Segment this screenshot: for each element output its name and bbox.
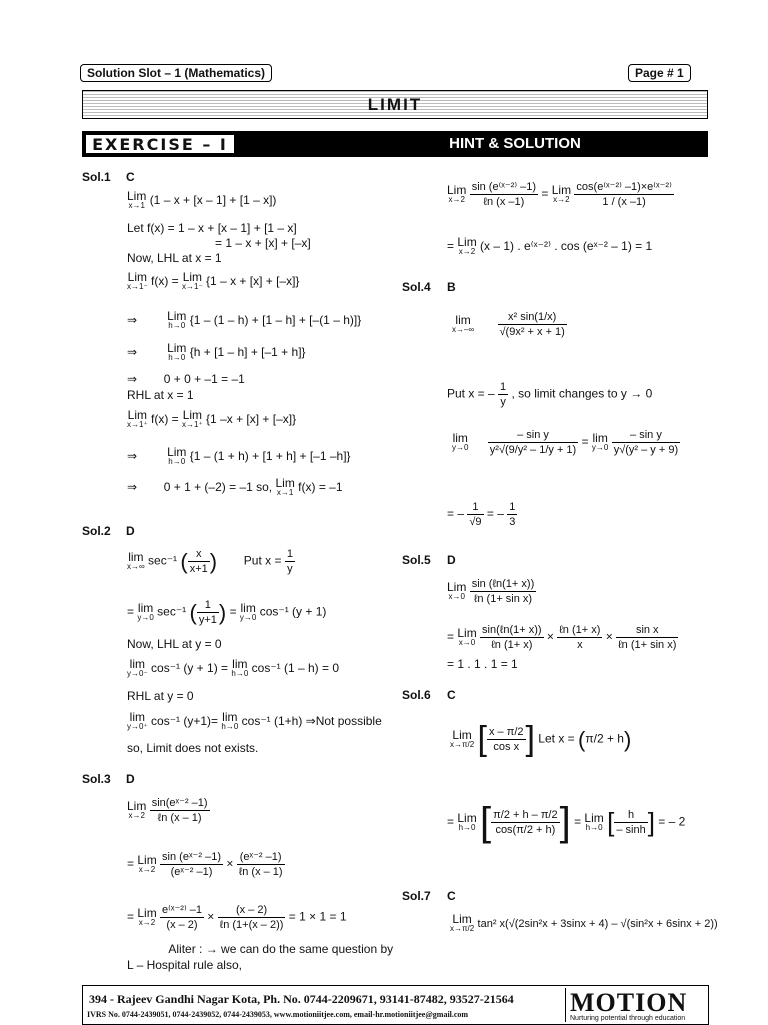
sol1-line2: Let f(x) = 1 – x + [x – 1] + [1 – x] bbox=[127, 221, 297, 235]
logo-word: MOTION bbox=[570, 988, 688, 1017]
sol4-line4: = – $\frac{1}{√9}$ = – $\frac{1}{3}$ bbox=[447, 501, 516, 528]
exercise-label: EXERCISE – I bbox=[84, 133, 236, 155]
sol2-line7: so, Limit does not exists. bbox=[127, 741, 259, 755]
sol2-label: Sol.2 bbox=[82, 524, 111, 538]
sol1-line12: ⇒ 0 + 1 + (–2) = –1 so, Lim x→1 f(x) = –1 bbox=[127, 476, 343, 497]
sol5-label: Sol.5 bbox=[402, 553, 431, 567]
sol3-cont1: Lim x→2 $\frac{\text{sin (e⁽ˣ⁻²⁾ –1)}}{\text{ℓn (x –1)}}$ = Lim x→2 $\frac{\text{cos(e⁽ˣ⁻²⁾ –1)×e⁽ˣ⁻²⁾}}{1 / (x -1)}$ bbox=[447, 181, 672, 208]
sol1-label: Sol.1 bbox=[82, 170, 111, 184]
sol1-line7: ⇒ Lim h→0 {h + [1 – h] + [–1 + h]} bbox=[127, 341, 306, 362]
footer-address: 394 - Rajeev Gandhi Nagar Kota, Ph. No. 0744-2209671, 93141-87482, 93527-21564 bbox=[89, 992, 514, 1006]
sol7-answer: C bbox=[447, 889, 456, 903]
motion-logo bbox=[565, 988, 706, 1022]
slot-label: Solution Slot – 1 (Mathematics) bbox=[80, 64, 272, 82]
sol6-label: Sol.6 bbox=[402, 688, 431, 702]
sol1-line4: Now, LHL at x = 1 bbox=[127, 251, 222, 265]
sol1-line5: Lim x→1⁻ f(x) = Lim x→1⁻ {1 – x + [x] + [–x]} bbox=[127, 270, 300, 291]
sol7-line1: Lim x→π/2 tan² x(√(2sin²x + 3sinx + 4) – √(sin²x + 6sinx + 2)) bbox=[450, 912, 718, 933]
sol5-answer: D bbox=[447, 553, 456, 567]
sol2-answer: D bbox=[126, 524, 135, 538]
sol4-answer: B bbox=[447, 280, 456, 294]
logo-tagline: Nurturing potential through education bbox=[570, 1015, 686, 1022]
sol6-line2: = Lim h→0 [ $\frac{\pi/2 + h - \pi/2}{\cos(\pi/2 + h)}$ ] = Lim h→0 [ $\frac{h}{- \sinh}$ ] = – 2 bbox=[447, 800, 686, 844]
sol2-line4: lim y→0⁻ cos⁻¹ (y + 1) = lim h→0 cos⁻¹ (1 – h) = 0 bbox=[127, 657, 340, 678]
sol5-line3: = 1 . 1 . 1 = 1 bbox=[447, 657, 518, 671]
hint-solution-label: HINT & SOLUTION bbox=[449, 135, 581, 152]
sol5-line2: = Lim x→0 $\frac{\text{sin(ℓn(1+ x))}}{\text{ℓn (1+ x)}}$ × $\frac{\text{ℓn (1+ x)}}{x}$ × $\frac{\text{sin x}}{\text{ℓn (1+ sin x)}}$ bbox=[447, 624, 677, 651]
sol2-line5: RHL at y = 0 bbox=[127, 689, 194, 703]
sol2-line2: = lim y→0 sec⁻¹ ( $\frac{1}{y+1}$ ) = lim y→0 cos⁻¹ (y + 1) bbox=[127, 599, 327, 626]
sol1-line6: ⇒ Lim h→0 {1 – (1 – h) + [1 – h] + [–(1 – h)]} bbox=[127, 309, 362, 330]
sol3-aliter2: L – Hospital rule also, bbox=[127, 958, 242, 972]
sol2-line1: lim x→∞ sec⁻¹ ( $\frac{x}{x+1}$ ) Put x = $\frac{1}{y}$ bbox=[127, 548, 293, 575]
sol3-label: Sol.3 bbox=[82, 772, 111, 786]
sol3-answer: D bbox=[126, 772, 135, 786]
sol4-line3: lim y→0 $\frac{\text{– sin y}}{\text{y²√(9/y² – 1/y + 1)}}$ = lim y→0 $\frac{\text{– sin y}}{\text{y√(y² – y + 9)}}$ bbox=[452, 429, 679, 456]
sol1-line11: ⇒ Lim h→0 {1 – (1 + h) + [1 + h] + [–1 –h]} bbox=[127, 445, 351, 466]
sol4-line1: lim x→–∞ $\frac{\text{x² sin(1/x)}}{\text{√(9x² + x + 1)}}$ bbox=[452, 311, 565, 338]
sol1-line9: RHL at x = 1 bbox=[127, 388, 194, 402]
sol4-label: Sol.4 bbox=[402, 280, 431, 294]
sol3-aliter: Aliter : → we can do the same question by bbox=[127, 942, 393, 957]
sol1-line3: = 1 – x + [x] + [–x] bbox=[215, 236, 311, 250]
sol2-line3: Now, LHL at y = 0 bbox=[127, 637, 222, 651]
sol4-line2: Put x = – $\frac{1}{y}$ , so limit changes to y → 0 bbox=[447, 381, 653, 408]
sol7-label: Sol.7 bbox=[402, 889, 431, 903]
sol3-line2: = Lim x→2 $\frac{\text{sin (eˣ⁻² –1)}}{\text{(eˣ⁻² –1)}}$ × $\frac{\text{(eˣ⁻² –1)}}{\text{ℓn (x – 1)}}$ bbox=[127, 851, 283, 878]
sol5-line1: Lim x→0 $\frac{\text{sin (ℓn(1+ x))}}{\text{ℓn (1+ sin x)}}$ bbox=[447, 578, 535, 605]
sol3-line3: = Lim x→2 $\frac{\text{e⁽ˣ⁻²⁾ –1}}{(x - 2)}$ × $\frac{(x - 2)}{\text{ℓn (1+(x – 2))}}$ = 1 × 1 = 1 bbox=[127, 904, 347, 931]
sol1-line10: Lim x→1⁺ f(x) = Lim x→1⁺ {1 –x + [x] + [–x]} bbox=[127, 408, 297, 429]
sol1-line1: Lim x→1 (1 – x + [x – 1] + [1 – x]) bbox=[127, 189, 277, 210]
footer bbox=[82, 985, 709, 1025]
sol2-line6: lim y→0⁺ cos⁻¹ (y+1)= lim h→0 cos⁻¹ (1+h) ⇒Not possible bbox=[127, 710, 382, 731]
sol1-line8: ⇒ 0 + 0 + –1 = –1 bbox=[127, 372, 245, 386]
sol3-line1: Lim x→2 $\frac{\text{sin(eˣ⁻² –1)}}{\text{ℓn (x – 1)}}$ bbox=[127, 797, 208, 824]
sol6-answer: C bbox=[447, 688, 456, 702]
page-number: Page # 1 bbox=[628, 64, 691, 82]
page-title: LIMIT bbox=[82, 90, 708, 119]
sol6-line1: Lim x→π/2 [ $\frac{x - \pi/2}{\text{cos x}}$ ] Let x = (π/2 + h) bbox=[450, 720, 632, 758]
sol3-cont2: = Lim x→2 (x – 1) . e⁽ˣ⁻²⁾ . cos (eˣ⁻² – 1) = 1 bbox=[447, 235, 653, 256]
exercise-bar bbox=[82, 131, 708, 157]
sol1-answer: C bbox=[126, 170, 135, 184]
footer-contact: IVRS No. 0744-2439051, 0744-2439052, 0744-2439053, www.motioniitjee.com, email-hr.motioniitjee@gmail.com bbox=[87, 1010, 469, 1019]
